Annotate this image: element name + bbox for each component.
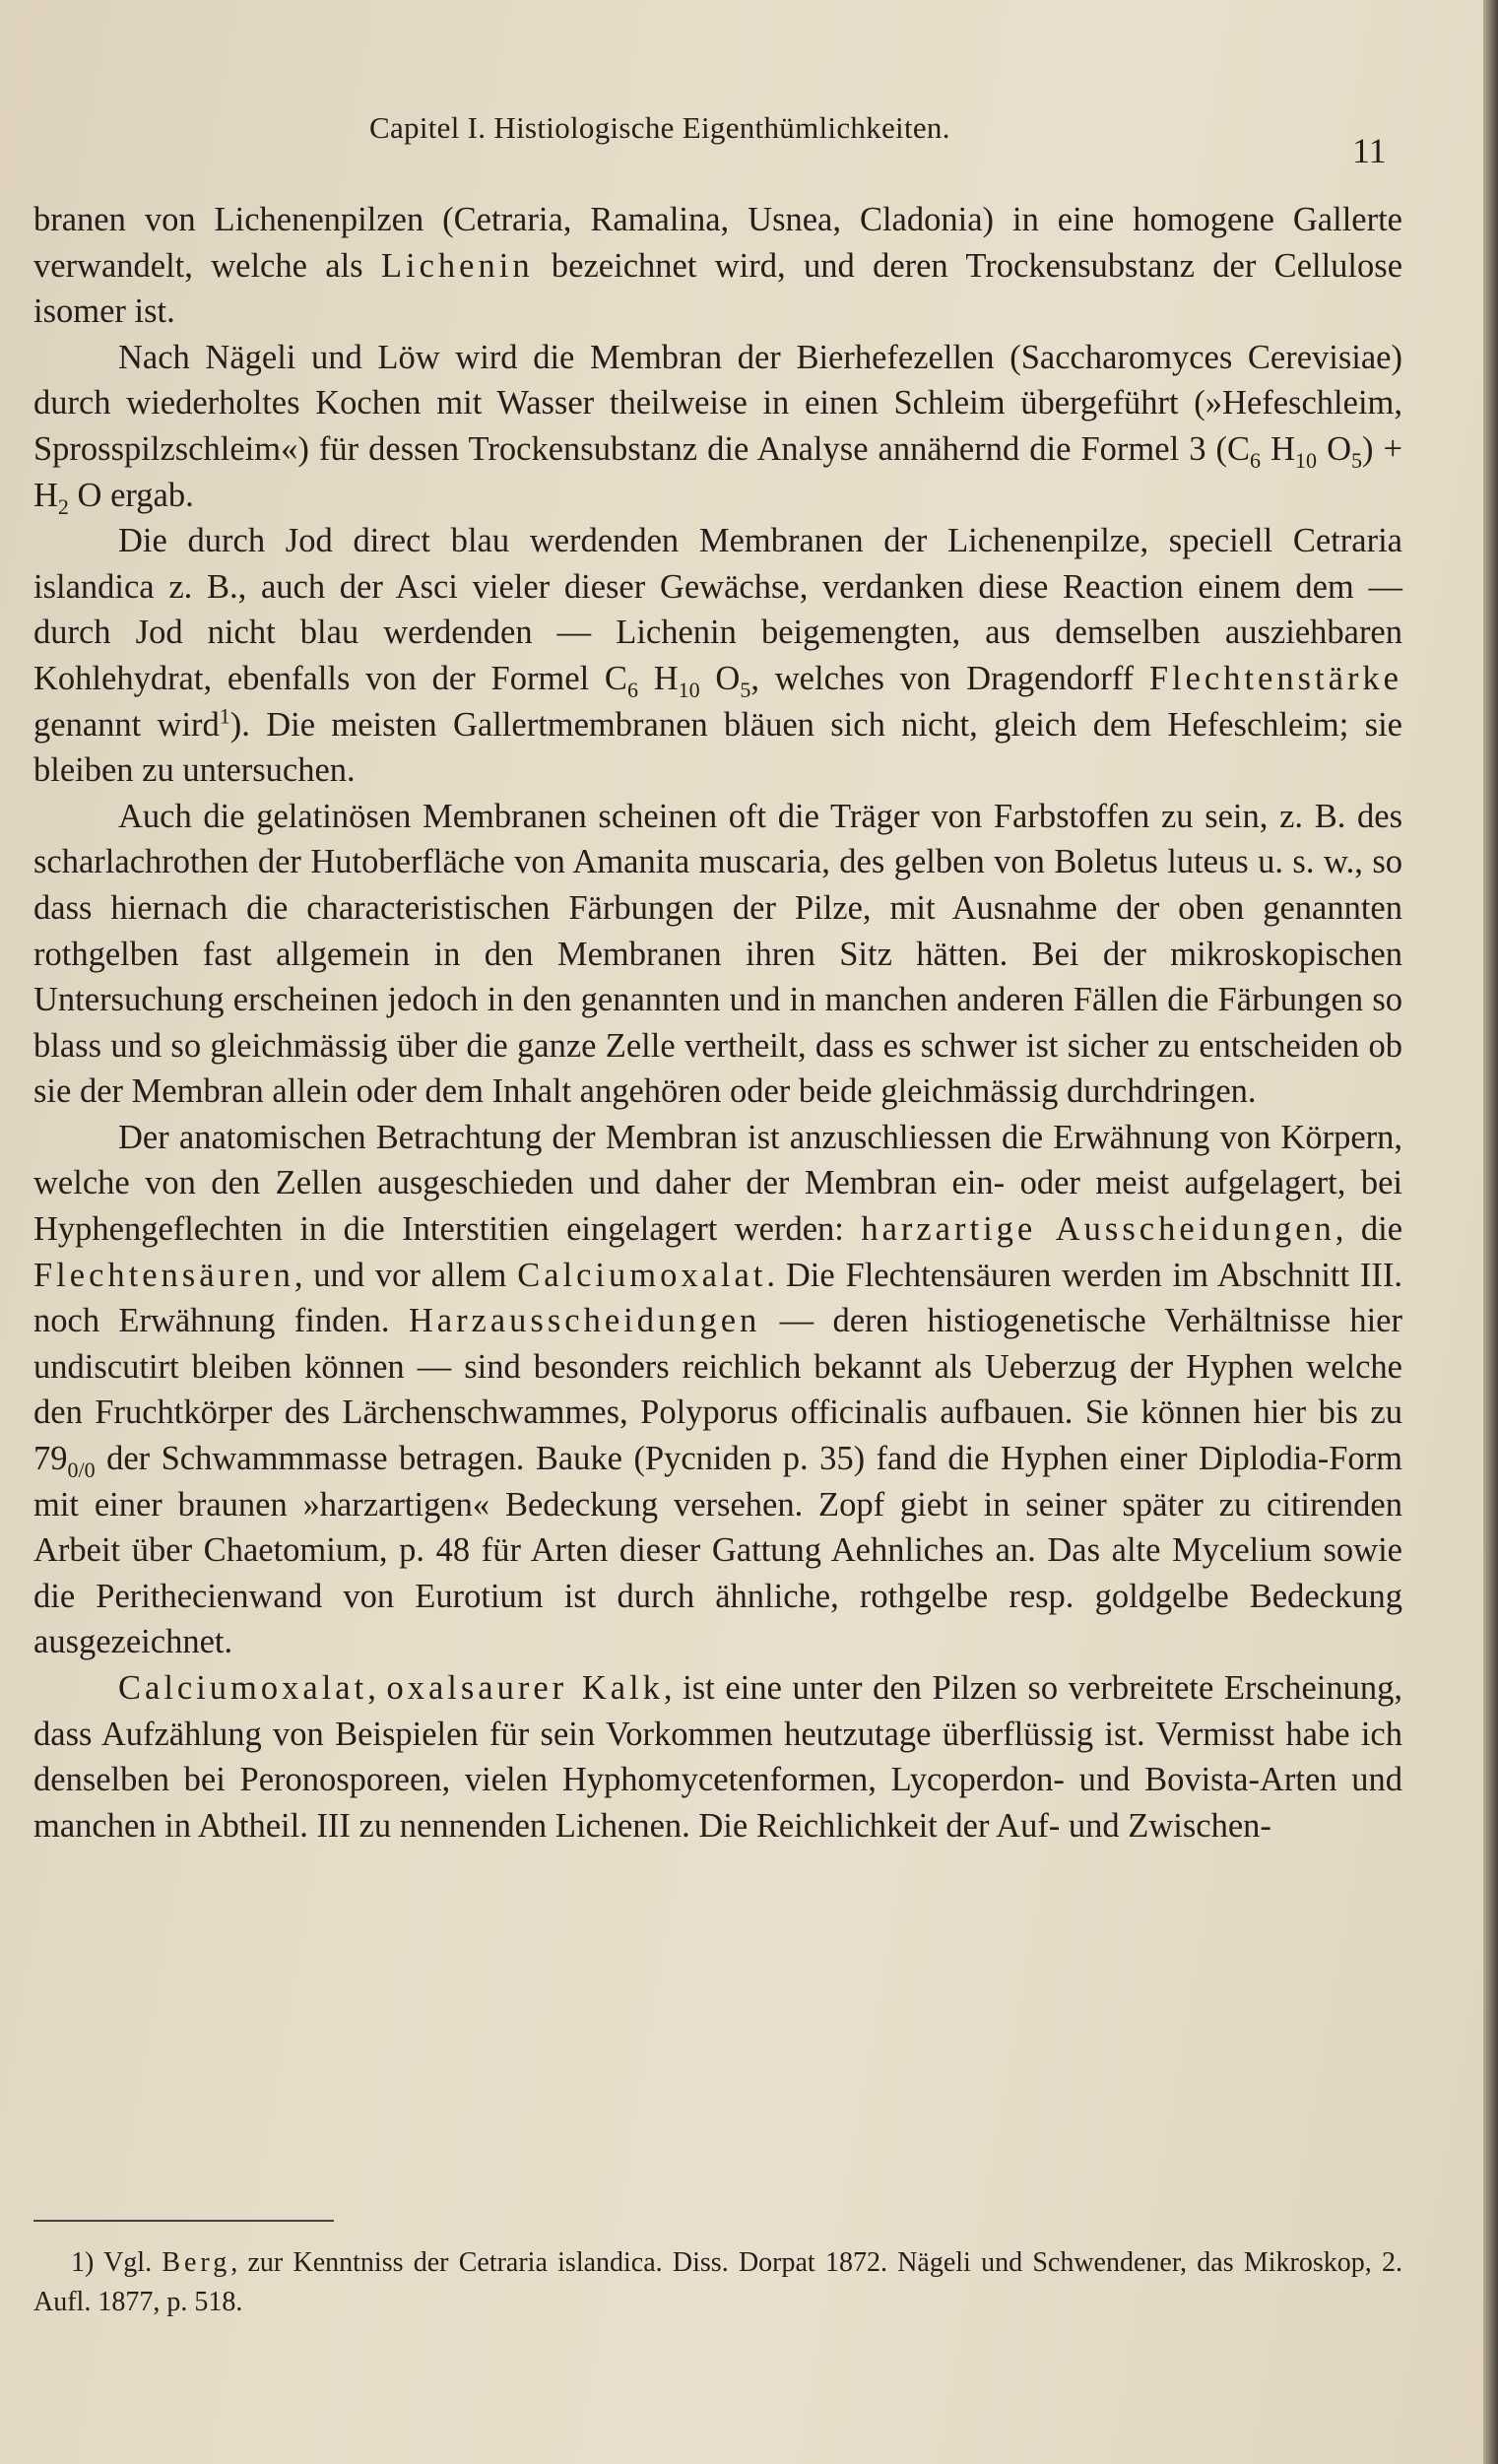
spaced-term: Harzausscheidungen xyxy=(408,1302,761,1340)
spaced-term: Calciumoxalat xyxy=(118,1669,368,1707)
spaced-term: Flechtensäuren xyxy=(33,1256,294,1294)
subscript: 10 xyxy=(678,677,700,702)
running-title: Capitel I. Histiologische Eigenthümlichkeiten. xyxy=(369,110,950,145)
spaced-term: oxalsaurer Kalk xyxy=(386,1669,664,1707)
paragraph xyxy=(33,197,1402,335)
paragraph xyxy=(33,1665,1402,1848)
text-run: , xyxy=(367,1669,387,1707)
subscript: 5 xyxy=(1351,447,1362,473)
subscript: 2 xyxy=(57,493,69,519)
text-run: H xyxy=(1261,429,1296,468)
text-run: — deren histiogenetische Verhältnisse hier undiscutirt bleiben können — sind besonders reichlich bekannt als Ueberzug der Hyphen welche den Fruchtkörper des Lärchenschwammes, Polyporus officinalis aufbauen. Sie können hier bis zu 79 xyxy=(33,1302,1402,1478)
footnote xyxy=(33,2243,1402,2322)
text-run: der Schwammmasse betragen. Bauke (Pycniden p. 35) fand die Hyphen einer Diplodia-Form mit einer braunen »harzartigen« Bedeckung versehen. Zopf giebt in seiner später zu citirenden Arbeit über Chaetomium, p. 48 für Arten dieser Gattung Aehnliches an. Das alte Mycelium sowie die Perithecienwand von Eurotium ist durch ähnliche, rothgelbe resp. goldgelbe Bedeckung ausgezeichnet. xyxy=(33,1440,1402,1661)
footnote-marker: 1 xyxy=(219,703,230,729)
text-run: bezeichnet wird, und deren Trockensubstanz der Cellulose isomer ist. xyxy=(33,246,1403,331)
paragraph xyxy=(33,1115,1402,1665)
spaced-term: Lichenin xyxy=(380,246,534,285)
text-run: Die durch Jod direct blau werdenden Membranen der Lichenenpilze, speciell Cetraria islandica z. B., auch der Asci vieler dieser Gewächse, verdanken diese Reaction einem dem — durch Jod nicht blau werdenden — Lichenin beigemengten, aus demselben ausziehbaren Kohlehydrat, ebenfalls von der Formel C xyxy=(33,522,1402,697)
footnote-text xyxy=(33,2243,1402,2322)
text-run: Der anatomischen Betrachtung der Membran ist anzuschliessen die Erwähnung von Körpern, welche von den Zellen ausgeschieden und daher der Membran ein- oder meist aufgelagert, bei Hyphengeflechten in die Interstitien eingelagert werden: xyxy=(33,1118,1402,1249)
body-text xyxy=(33,197,1402,1848)
percent-sign: 0/0 xyxy=(67,1457,96,1482)
subscript: 6 xyxy=(1250,447,1262,473)
spaced-term: Flechtenstärke xyxy=(1148,659,1402,697)
spaced-term: Calciumoxalat xyxy=(517,1256,767,1294)
paragraph xyxy=(33,518,1402,794)
text-run: O xyxy=(699,659,741,697)
subscript: 5 xyxy=(740,677,751,702)
text-run: genannt wird xyxy=(33,705,220,744)
footnote-divider xyxy=(33,2220,334,2222)
text-run: O xyxy=(1317,429,1351,468)
text-run: , zur Kenntniss der Cetraria islandica. Diss. Dorpat 1872. Nägeli und Schwendener, das Mikroskop, 2. Aufl. 1877, p. 518. xyxy=(33,2247,1402,2317)
text-run: , ist eine unter den Pilzen so verbreitete Erscheinung, dass Aufzählung von Beispielen für sein Vorkommen heutzutage überflüssig ist. Vermisst habe ich denselben bei Peronosporeen, vielen Hyphomycetenformen, Lycoperdon- und Bovista-Arten und manchen in Abtheil. III zu nennenden Lichenen. Die Reichlichkeit der Auf- und Zwischen- xyxy=(33,1669,1402,1845)
text-run: Nach Nägeli und Löw wird die Membran der Bierhefezellen (Saccharomyces Cerevisiae) durch wiederholtes Kochen mit Wasser theilweise in einen Schleim übergeführt (»Hefeschleim, Sprosspilzschleim«) für dessen Trockensubstanz die Analyse annähernd die Formel 3 (C xyxy=(33,338,1402,468)
spaced-term: harzartige Ausscheidungen xyxy=(861,1210,1335,1249)
spaced-term: Berg xyxy=(162,2247,231,2278)
page-number: 11 xyxy=(1352,131,1387,170)
text-run: , die xyxy=(1335,1210,1403,1249)
text-run: . Die Flechtensäuren werden im Abschnitt III. noch Erwähnung finden. xyxy=(33,1256,1403,1340)
subscript: 10 xyxy=(1295,447,1318,473)
text-run: ) + H xyxy=(33,429,1403,514)
paragraph: Auch die gelatinösen Membranen scheinen oft die Träger von Farbstoffen zu sein, z. B. des scharlachrothen der Hutoberfläche von Amanita muscaria, des gelben von Boletus luteus u. s. w., so dass hiernach die characteristischen Färbungen der Pilze, mit Ausnahme der oben genannten rothgelben fast allgemein in den Membranen ihren Sitz hätten. Bei der mikroskopischen Untersuchung erscheinen jedoch in den genannten und in manchen anderen Fällen die Färbungen so blass und so gleichmässig über die ganze Zelle vertheilt, dass es schwer ist sicher zu entscheiden ob sie der Membran allein oder dem Inhalt angehören oder beide gleichmässig durchdringen. xyxy=(33,797,1402,1111)
text-run: , und vor allem xyxy=(293,1256,518,1294)
text-run: H xyxy=(637,659,679,697)
text-run: , welches von Dragendorff xyxy=(750,659,1149,697)
text-run: branen von Lichenenpilzen (Cetraria, Ramalina, Usnea, Cladonia) in eine homogene Gallerte verwandelt, welche als xyxy=(33,201,1402,285)
text-run: 1) Vgl. xyxy=(71,2247,163,2278)
subscript: 6 xyxy=(626,677,638,702)
paragraph xyxy=(33,335,1402,518)
text-run: ). Die meisten Gallertmembranen bläuen sich nicht, gleich dem Hefeschleim; sie bleiben zu untersuchen. xyxy=(33,705,1402,790)
page-edge-shadow xyxy=(1483,0,1498,2464)
text-run: O ergab. xyxy=(68,476,194,514)
